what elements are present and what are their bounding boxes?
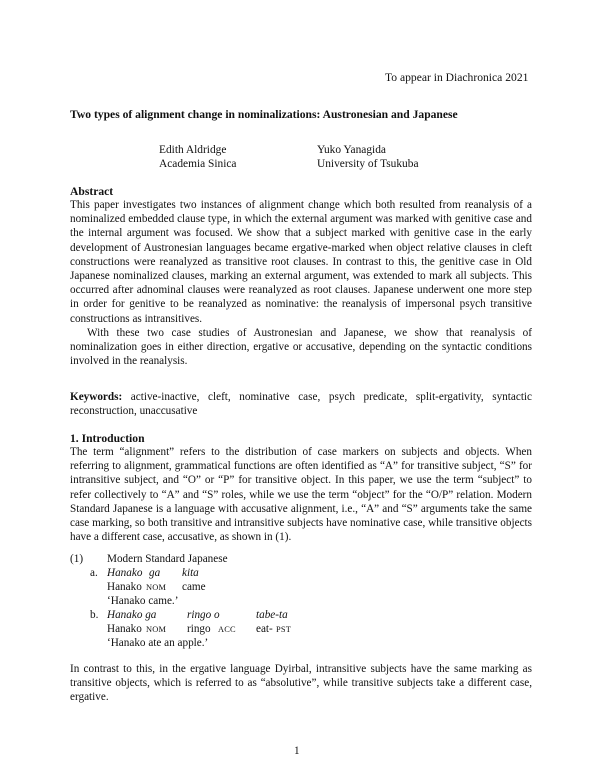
- gloss-pst-abbrev: PST: [276, 625, 292, 634]
- keywords: [70, 390, 532, 418]
- keywords-label: Keywords:: [70, 391, 123, 403]
- example-word: tabe-ta: [256, 609, 288, 621]
- example-word: ringo o: [187, 609, 220, 621]
- page-number: 1: [294, 745, 300, 757]
- publication-note: To appear in Diachronica 2021: [385, 71, 529, 84]
- example-gloss: ringo: [187, 623, 211, 635]
- example-translation: ‘Hanako came.’: [107, 595, 179, 607]
- gloss-acc-abbrev: ACC: [218, 625, 236, 634]
- example-gloss: came: [182, 581, 206, 593]
- example-word: ga: [149, 567, 161, 579]
- intro-paragraph: In contrast to this, in the ergative language Dyirbal, intransitive subjects have the same marking as transitive objects, which is referred to as “absolutive”, while transitive subjects take a different case, ergative.: [70, 663, 532, 704]
- example-word: Hanako: [107, 567, 143, 579]
- abstract-paragraph: With these two case studies of Austronesian and Japanese, we show that reanalysis of nominalization goes in either direction, ergative or accusative, depending on the syntactic conditions involved in the reanalysis.: [70, 326, 532, 368]
- keywords-text: active-inactive, cleft, nominative case, psych predicate, split-ergativity, syntactic reconstruction, unaccusative: [70, 391, 533, 418]
- paper-title: Two types of alignment change in nominalizations: Austronesian and Japanese: [70, 108, 458, 121]
- example-word: Hanako ga: [107, 609, 157, 621]
- gloss-nom-abbrev: NOM: [146, 583, 167, 592]
- example-title: Modern Standard Japanese: [107, 553, 228, 565]
- author-name: Yuko Yanagida: [317, 144, 386, 156]
- example-word: kita: [182, 567, 199, 579]
- intro-paragraph: The term “alignment” refers to the distribution of case markers on subjects and objects. When referring to alignment, grammatical functions are often identified as “A” for transitive subject, “S” for intransitive subject, and “O” or “P” for transitive object. In this paper, we use the term “subject” to refer collectively to “A” and “S” roles, while we use the term “object” for the “O/P” relation. Modern Standard Japanese is a language with accusative alignment, i.e., “A” and “S” arguments take the same case marking, so both transitive and intransitive subjects have nominative case, while transitive objects have a different case, accusative, as shown in (1).: [70, 446, 532, 544]
- author-name: Edith Aldridge: [159, 144, 227, 156]
- example-translation: ‘Hanako ate an apple.’: [107, 637, 209, 649]
- example-gloss: eat-: [256, 623, 273, 635]
- abstract-paragraph: This paper investigates two instances of alignment change which both resulted from reanalysis of a nominalized embedded clause type, in which the external argument was marked with genitive case and the internal argument was focused. We show that a subject marked with genitive case in the early development of Austronesian languages became ergative-marked when object relative clauses in cleft constructions were reanalyzed as transitive root clauses. In contrast to this, the genitive case in Old Japanese nominalized clauses, marking an external argument, was extended to mark all subjects. This occurred after adnominal clauses were reanalyzed as root clauses. Japanese underwent one more step in order for genitive to be reanalyzed as nominative: the reanalysis of impersonal psych transitive constructions as intransitives.: [70, 199, 532, 325]
- example-gloss: Hanako: [107, 623, 142, 635]
- abstract-body: [70, 198, 532, 368]
- example-gloss: Hanako: [107, 581, 142, 593]
- author-affiliation: University of Tsukuba: [317, 158, 419, 170]
- example-label: a.: [90, 567, 98, 579]
- abstract-heading: Abstract: [70, 185, 114, 198]
- section-heading: 1. Introduction: [70, 432, 145, 445]
- example-number: (1): [70, 553, 84, 565]
- example-label: b.: [90, 609, 99, 621]
- author-affiliation: Academia Sinica: [159, 158, 237, 170]
- gloss-nom-abbrev: NOM: [146, 625, 167, 634]
